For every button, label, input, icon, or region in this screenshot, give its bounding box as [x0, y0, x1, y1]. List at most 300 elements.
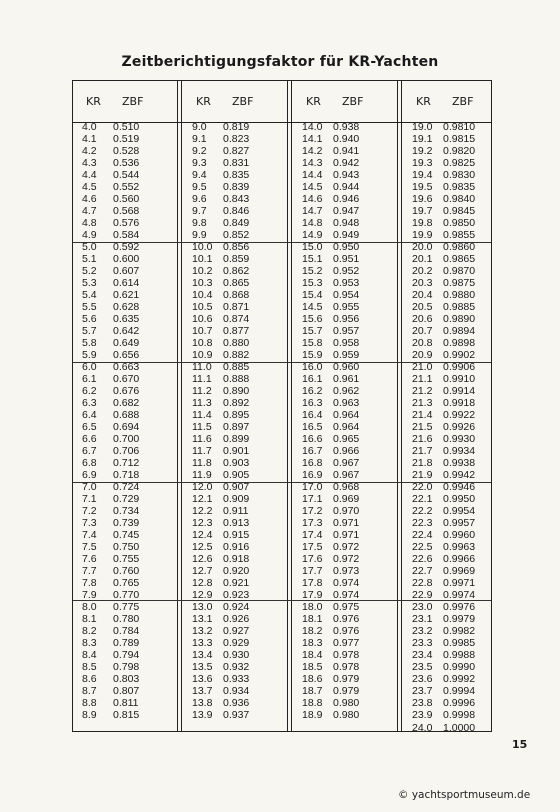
table-row [295, 361, 387, 373]
table-row [75, 193, 167, 205]
header-zbf-1: ZBF [122, 95, 144, 108]
zbf-value: 0.964 [333, 421, 360, 434]
table-row [75, 241, 167, 253]
kr-value: 5.4 [82, 289, 97, 302]
table-row [405, 145, 497, 157]
zbf-value: 0.941 [333, 145, 360, 157]
zbf-value: 0.950 [333, 241, 360, 254]
table-row [405, 157, 497, 169]
kr-value: 16.6 [302, 433, 323, 446]
table-row [185, 157, 277, 169]
zbf-value: 0.835 [223, 169, 250, 181]
kr-value: 23.6 [412, 673, 433, 686]
zbf-value: 0.934 [223, 685, 250, 698]
kr-value: 4.7 [82, 205, 97, 217]
zbf-value: 0.969 [333, 493, 360, 506]
kr-value: 4.1 [82, 133, 97, 145]
kr-value: 8.7 [82, 685, 97, 698]
kr-value: 8.8 [82, 697, 97, 710]
kr-value: 23.0 [412, 601, 433, 614]
table-row [295, 685, 387, 697]
zbf-value: 0.815 [113, 709, 140, 722]
table-row [75, 481, 167, 493]
table-row [295, 433, 387, 445]
kr-value: 6.6 [82, 433, 97, 446]
table-row [75, 373, 167, 385]
kr-value: 20.5 [412, 301, 433, 314]
table-row [295, 553, 387, 565]
table-row [185, 445, 277, 457]
kr-value: 21.2 [412, 385, 433, 398]
kr-value: 12.9 [192, 589, 213, 602]
kr-value: 16.1 [302, 373, 323, 386]
kr-value: 16.4 [302, 409, 323, 422]
kr-value: 15.2 [302, 265, 323, 278]
table-row [75, 577, 167, 589]
zbf-value: 0.9954 [443, 505, 476, 518]
kr-value: 6.1 [82, 373, 97, 386]
table-row [75, 229, 167, 241]
table-row [405, 457, 497, 469]
table-row [185, 589, 277, 601]
kr-value: 21.1 [412, 373, 433, 386]
kr-value: 14.8 [302, 217, 323, 229]
kr-value: 13.6 [192, 673, 213, 686]
column-divider [177, 81, 182, 731]
zbf-value: 0.9979 [443, 613, 476, 626]
table-row [185, 133, 277, 145]
table-row [185, 505, 277, 517]
zbf-value: 0.882 [223, 349, 250, 362]
zbf-value: 0.798 [113, 661, 140, 674]
table-row [185, 613, 277, 625]
kr-value: 22.4 [412, 529, 433, 542]
table-row [185, 697, 277, 709]
kr-value: 17.4 [302, 529, 323, 542]
kr-value: 19.5 [412, 181, 433, 193]
zbf-value: 0.739 [113, 517, 140, 530]
zbf-value: 0.9998 [443, 709, 476, 722]
zbf-value: 0.9971 [443, 577, 476, 590]
table-row [185, 529, 277, 541]
kr-value: 7.2 [82, 505, 97, 518]
table-row [295, 289, 387, 301]
kr-value: 18.3 [302, 637, 323, 650]
kr-value: 15.6 [302, 313, 323, 326]
zbf-value: 0.903 [223, 457, 250, 470]
zbf-value: 0.688 [113, 409, 140, 422]
table-row [405, 169, 497, 181]
table-row [405, 133, 497, 145]
table-row [295, 625, 387, 637]
zbf-value: 0.849 [223, 217, 250, 229]
kr-value: 9.6 [192, 193, 207, 205]
table-row [405, 253, 497, 265]
kr-value: 20.1 [412, 253, 433, 266]
kr-value: 7.7 [82, 565, 97, 578]
table-row [185, 397, 277, 409]
zbf-value: 0.972 [333, 553, 360, 566]
kr-value: 5.1 [82, 253, 97, 266]
kr-value: 9.9 [192, 229, 207, 241]
table-row [75, 277, 167, 289]
table-row [75, 529, 167, 541]
table-row [185, 577, 277, 589]
kr-value: 14.6 [302, 193, 323, 205]
zbf-value: 0.971 [333, 529, 360, 542]
column-divider [397, 81, 402, 731]
table-row [295, 145, 387, 157]
table-row [295, 565, 387, 577]
kr-value: 7.6 [82, 553, 97, 566]
zbf-value: 0.9825 [443, 157, 476, 169]
table-row [405, 121, 497, 133]
table-row [185, 145, 277, 157]
kr-value: 14.7 [302, 205, 323, 217]
zbf-value: 0.920 [223, 565, 250, 578]
table-row [295, 385, 387, 397]
kr-value: 19.7 [412, 205, 433, 217]
zbf-value: 0.909 [223, 493, 250, 506]
kr-value: 5.6 [82, 313, 97, 326]
zbf-value: 0.560 [113, 193, 140, 205]
table-row [185, 565, 277, 577]
zbf-value: 0.724 [113, 481, 140, 494]
zbf-value: 0.927 [223, 625, 250, 638]
zbf-value: 0.9960 [443, 529, 476, 542]
zbf-value: 0.729 [113, 493, 140, 506]
table-row [185, 553, 277, 565]
header-kr-3: KR [306, 95, 321, 108]
table-row [185, 181, 277, 193]
kr-value: 4.5 [82, 181, 97, 193]
table-row [185, 217, 277, 229]
table-row [185, 637, 277, 649]
zbf-value: 0.976 [333, 625, 360, 638]
table-row [295, 529, 387, 541]
table-row [75, 469, 167, 481]
zbf-value: 0.734 [113, 505, 140, 518]
kr-value: 8.3 [82, 637, 97, 650]
kr-value: 4.6 [82, 193, 97, 205]
page-number: 15 [512, 738, 528, 751]
kr-value: 21.9 [412, 469, 433, 482]
table-row [295, 157, 387, 169]
table-row [295, 589, 387, 601]
table-row [295, 181, 387, 193]
kr-value: 21.3 [412, 397, 433, 410]
zbf-value: 0.9992 [443, 673, 476, 686]
zbf-value: 0.9875 [443, 277, 476, 290]
zbf-value: 0.944 [333, 181, 360, 193]
zbf-value: 0.9914 [443, 385, 476, 398]
header-kr-1: KR [86, 95, 101, 108]
kr-value: 20.2 [412, 265, 433, 278]
kr-value: 8.9 [82, 709, 97, 722]
kr-value: 12.3 [192, 517, 213, 530]
watermark-footer: © yachtsportmuseum.de [398, 789, 531, 801]
header-zbf-4: ZBF [452, 95, 474, 108]
table-row [295, 229, 387, 241]
table-row [405, 661, 497, 673]
kr-value: 17.7 [302, 565, 323, 578]
kr-value: 23.2 [412, 625, 433, 638]
table-row [295, 421, 387, 433]
zbf-value: 0.9996 [443, 697, 476, 710]
kr-value: 19.9 [412, 229, 433, 241]
zbf-value: 0.865 [223, 277, 250, 290]
table-row [295, 169, 387, 181]
table-row [295, 505, 387, 517]
zbf-value: 0.880 [223, 337, 250, 350]
kr-value: 14.5 [302, 181, 323, 193]
kr-value: 12.8 [192, 577, 213, 590]
zbf-value: 0.9982 [443, 625, 476, 638]
table-row [405, 709, 497, 721]
kr-value: 9.0 [192, 121, 207, 133]
zbf-value: 0.913 [223, 517, 250, 530]
kr-value: 7.8 [82, 577, 97, 590]
kr-value: 6.4 [82, 409, 97, 422]
zbf-value: 0.9976 [443, 601, 476, 614]
zbf-value: 0.9974 [443, 589, 476, 602]
kr-value: 13.0 [192, 601, 213, 614]
header-zbf-2: ZBF [232, 95, 254, 108]
kr-value: 23.8 [412, 697, 433, 710]
table-row [75, 625, 167, 637]
zbf-value: 0.9810 [443, 121, 476, 133]
kr-value: 21.6 [412, 433, 433, 446]
zbf-value: 0.892 [223, 397, 250, 410]
zbf-value: 0.958 [333, 337, 360, 350]
table-row [295, 517, 387, 529]
table-row [295, 397, 387, 409]
kr-value: 17.9 [302, 589, 323, 602]
kr-value: 15.7 [302, 325, 323, 338]
table-row [75, 697, 167, 709]
zbf-value: 0.956 [333, 313, 360, 326]
zbf-value: 0.770 [113, 589, 140, 602]
table-row [405, 385, 497, 397]
zbf-value: 0.980 [333, 709, 360, 722]
table-row [295, 673, 387, 685]
table-row [405, 469, 497, 481]
table-row [75, 169, 167, 181]
kr-value: 19.4 [412, 169, 433, 181]
page-title: Zeitberichtigungsfaktor für KR-Yachten [121, 54, 439, 70]
kr-value: 15.1 [302, 253, 323, 266]
table-row [75, 673, 167, 685]
table-row [295, 193, 387, 205]
table-row [295, 121, 387, 133]
table-row [295, 265, 387, 277]
kr-value: 6.9 [82, 469, 97, 482]
zbf-value: 0.868 [223, 289, 250, 302]
zbf-value: 0.933 [223, 673, 250, 686]
zbf-value: 0.656 [113, 349, 140, 362]
table-row [405, 445, 497, 457]
table-row [75, 421, 167, 433]
zbf-value: 0.9902 [443, 349, 476, 362]
table-row [75, 205, 167, 217]
kr-value: 8.2 [82, 625, 97, 638]
kr-value: 18.2 [302, 625, 323, 638]
zbf-value: 0.974 [333, 577, 360, 590]
kr-value: 20.3 [412, 277, 433, 290]
table-row [295, 325, 387, 337]
table-row [185, 601, 277, 613]
zbf-value: 0.9840 [443, 193, 476, 205]
table-row [295, 697, 387, 709]
table-row [185, 385, 277, 397]
table-row [75, 613, 167, 625]
zbf-value: 0.510 [113, 121, 140, 133]
zbf-value: 0.712 [113, 457, 140, 470]
table-row [295, 313, 387, 325]
kr-value: 13.1 [192, 613, 213, 626]
table-row [185, 421, 277, 433]
kr-value: 18.8 [302, 697, 323, 710]
table-row [295, 577, 387, 589]
table-row [295, 277, 387, 289]
kr-value: 16.0 [302, 361, 323, 374]
zbf-value: 0.937 [223, 709, 250, 722]
zbf-value: 0.9988 [443, 649, 476, 662]
table-row [405, 313, 497, 325]
table-row [185, 517, 277, 529]
table-row [75, 493, 167, 505]
kr-value: 7.4 [82, 529, 97, 542]
zbf-value: 0.923 [223, 589, 250, 602]
kr-value: 6.8 [82, 457, 97, 470]
table-row [405, 493, 497, 505]
kr-value: 20.8 [412, 337, 433, 350]
zbf-value: 0.9946 [443, 481, 476, 494]
table-row [405, 325, 497, 337]
zbf-value: 0.932 [223, 661, 250, 674]
kr-value: 22.1 [412, 493, 433, 506]
table-row [405, 625, 497, 637]
kr-value: 12.1 [192, 493, 213, 506]
table-row [75, 337, 167, 349]
kr-value: 9.3 [192, 157, 207, 169]
table-row [405, 409, 497, 421]
zbf-value: 0.976 [333, 613, 360, 626]
kr-value: 7.9 [82, 589, 97, 602]
zbf-value: 0.930 [223, 649, 250, 662]
table-row [75, 361, 167, 373]
kr-value: 11.0 [192, 361, 212, 374]
table-row [405, 289, 497, 301]
header-kr-4: KR [416, 95, 431, 108]
kr-value: 15.4 [302, 289, 323, 302]
zbf-value: 0.9860 [443, 241, 476, 254]
table-row [185, 169, 277, 181]
zbf-value: 0.975 [333, 601, 360, 614]
zbf-value: 0.916 [223, 541, 250, 554]
table-row [75, 709, 167, 721]
zbf-value: 0.980 [333, 697, 360, 710]
zbf-value: 0.974 [333, 589, 360, 602]
table-row [405, 181, 497, 193]
kr-value: 16.7 [302, 445, 323, 458]
table-row [75, 217, 167, 229]
table-row [295, 709, 387, 721]
kr-value: 13.4 [192, 649, 213, 662]
table-row [405, 433, 497, 445]
table-row [75, 253, 167, 265]
zbf-value: 0.642 [113, 325, 140, 338]
zbf-value: 0.823 [223, 133, 250, 145]
table-row [185, 301, 277, 313]
table-row [75, 433, 167, 445]
zbf-value: 0.940 [333, 133, 360, 145]
table-row [185, 253, 277, 265]
table-row [185, 433, 277, 445]
zbf-value: 0.9898 [443, 337, 476, 350]
kr-value: 8.4 [82, 649, 97, 662]
kr-value: 22.7 [412, 565, 433, 578]
table-row [405, 517, 497, 529]
zbf-value: 0.544 [113, 169, 140, 181]
table-row [295, 613, 387, 625]
table-row [405, 505, 497, 517]
zbf-value: 0.519 [113, 133, 140, 145]
zbf-value: 0.924 [223, 601, 250, 614]
zbf-value: 0.885 [223, 361, 250, 374]
zbf-value: 0.959 [333, 349, 360, 362]
zbf-value: 0.888 [223, 373, 250, 386]
kr-value: 22.5 [412, 541, 433, 554]
table-row [405, 193, 497, 205]
header-zbf-3: ZBF [342, 95, 364, 108]
table-row [185, 193, 277, 205]
zbf-value: 0.9855 [443, 229, 476, 241]
zbf-value: 0.871 [223, 301, 250, 314]
zbf-value: 0.9934 [443, 445, 476, 458]
table-row [405, 229, 497, 241]
kr-value: 14.1 [302, 133, 323, 145]
zbf-value: 0.607 [113, 265, 140, 278]
kr-value: 11.8 [192, 457, 212, 470]
kr-value: 5.5 [82, 301, 97, 314]
kr-value: 17.0 [302, 481, 323, 494]
table-row [405, 265, 497, 277]
kr-value: 13.5 [192, 661, 213, 674]
zbf-value: 0.942 [333, 157, 360, 169]
zbf-value: 0.949 [333, 229, 360, 241]
table-row [185, 349, 277, 361]
kr-value: 15.8 [302, 337, 323, 350]
zbf-value: 0.966 [333, 445, 360, 458]
table-row [185, 481, 277, 493]
kr-value: 8.6 [82, 673, 97, 686]
table-row [75, 145, 167, 157]
table-row [295, 133, 387, 145]
zbf-value: 0.859 [223, 253, 250, 266]
zbf-value: 0.846 [223, 205, 250, 217]
kr-value: 10.6 [192, 313, 213, 326]
kr-value: 4.4 [82, 169, 97, 181]
zbf-value: 0.977 [333, 637, 360, 650]
zbf-value: 0.938 [333, 121, 360, 133]
kr-value: 5.7 [82, 325, 97, 338]
kr-value: 10.2 [192, 265, 213, 278]
zbf-value: 0.955 [333, 301, 360, 314]
kr-value: 6.5 [82, 421, 97, 434]
kr-value: 17.5 [302, 541, 323, 554]
kr-value: 16.5 [302, 421, 323, 434]
